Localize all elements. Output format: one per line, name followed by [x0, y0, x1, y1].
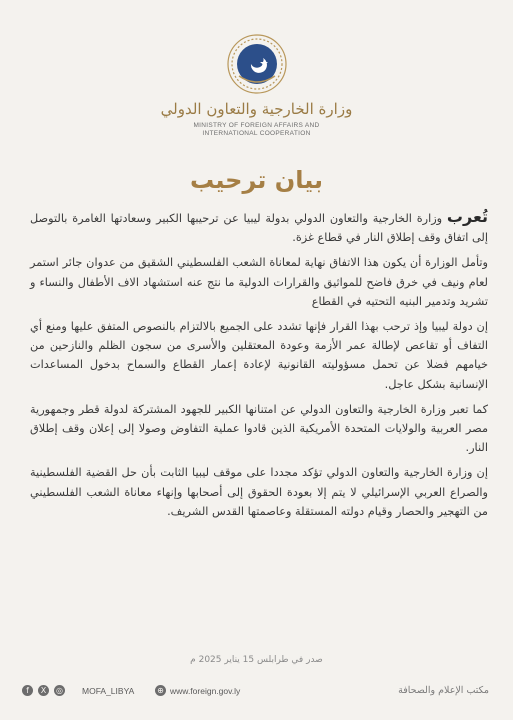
ministry-name-arabic: وزارة الخارجية والتعاون الدولي	[160, 100, 353, 118]
paragraph-5: إن وزارة الخارجية والتعاون الدولي تؤكد مجددا على موقف ليبيا الثابت بأن حل القضية الفلسطينية والصراع العربي الإسرائيلي لا يتم إلا بعودة الحقوق إلى أصحابها وإنهاء معاناة الشعب الفلسطيني من التهجير والحصار وقيام دولته المستقلة وعاصمتها القدس الشريف.	[30, 466, 488, 518]
social-icons	[22, 685, 65, 696]
paragraph-3: إن دولة ليبيا وإذ ترحب بهذا القرار فإنها تشدد على الجميع بالالتزام بالنصوص المتفق عليها ومنع أي التفاف أو تقاعص لإطالة عمر الأزمة وعودة المعتقلين والأسرى من سجون الظلم والنازحين من خيامهم فضلا عن تحمل مسؤوليته القانونية لإعادة إعمار القطاع والسماح بدخول المساعدات الإنسانية بشكل عاجل.	[30, 320, 488, 391]
x-icon[interactable]: X	[38, 685, 49, 696]
ministry-emblem-icon	[225, 32, 289, 96]
paragraph-4: كما تعبر وزارة الخارجية والتعاون الدولي عن امتنانها الكبير للجهود المشتركة لدولة قطر وجمهورية مصر العربية والولايات المتحدة الأمريكية الذين قادوا عملية التفاوض وصولا إلى إعلان وقف إطلاق النار.	[30, 402, 488, 455]
paragraph-2: وتأمل الوزارة أن يكون هذا الاتفاق نهاية لمعاناة الشعب الفلسطيني الشقيق من عدوان جائر استمر لعام ونيف في خرق فاضح للمواثيق والقرارات الدولية ما نتج عنه استشهاد الاف الأطفال والنساء و تشريد وتدمير البنيه التحتيه في القطاع	[30, 256, 488, 308]
ministry-name-english-line2: INTERNATIONAL COOPERATION	[202, 130, 311, 137]
website-link[interactable]: www.foreign.gov.ly	[170, 686, 241, 696]
paragraph-1	[30, 207, 488, 247]
statement-body	[30, 207, 488, 527]
facebook-icon[interactable]: f	[22, 685, 33, 696]
ministry-name-english	[0, 122, 513, 138]
social-handle[interactable]: MOFA_LIBYA	[82, 686, 135, 696]
office-name: مكتب الإعلام والصحافة	[398, 685, 489, 696]
ministry-name-english-line1: MINISTRY OF FOREIGN AFFAIRS AND	[193, 122, 320, 129]
instagram-icon[interactable]: ◎	[54, 685, 65, 696]
footer	[0, 682, 513, 704]
issue-date: صدر في طرابلس 15 يناير 2025 م	[190, 655, 323, 665]
paragraph-1-text: وزارة الخارجية والتعاون الدولي بدولة ليبيا عن ترحيبها الكبير وسعادتها الغامرة بالتوصل إلى اتفاق وقف إطلاق النار في قطاع غزة.	[30, 212, 488, 245]
lead-word: تُعرب	[446, 207, 488, 226]
globe-icon: ⊕	[155, 685, 166, 696]
statement-title: بيان ترحيب	[189, 166, 324, 194]
